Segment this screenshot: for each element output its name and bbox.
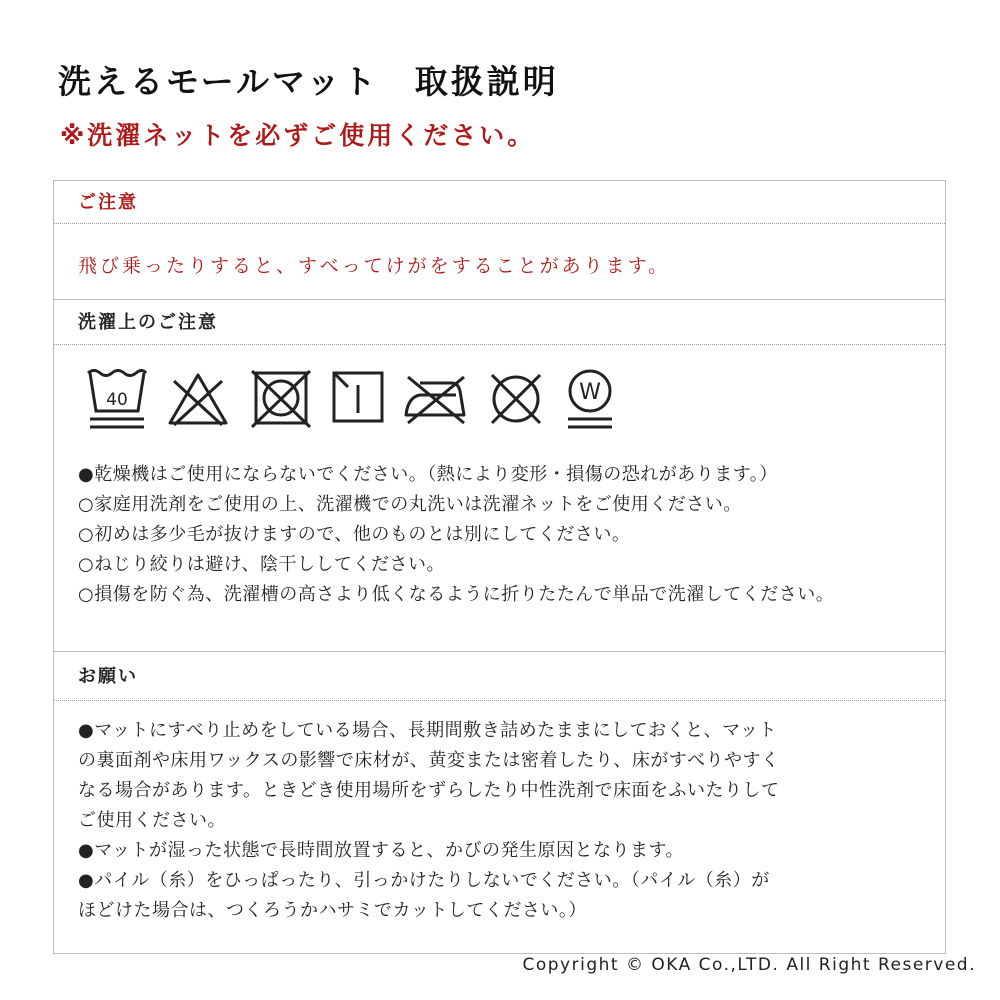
request-heading-text: お願い [78, 666, 138, 687]
list-item: ○損傷を防ぐ為、洗濯槽の高さより低くなるように折りたたんで単品で洗濯してください。 [78, 584, 835, 605]
request-notes [78, 716, 780, 926]
no-iron-icon [402, 367, 470, 431]
copyright-notice: Copyright © OKA Co.,LTD. All Right Reserved. [522, 955, 976, 975]
page-title: 洗えるモールマット 取扱説明 [58, 62, 559, 101]
list-item: ●乾燥機はご使用にならないでください。（熱により変形・損傷の恐れがあります。） [78, 464, 778, 485]
caution-text: 飛び乗ったりすると、すべってけがをすることがあります。 [78, 255, 671, 277]
washing-heading-text: 洗濯上のご注意 [78, 312, 218, 333]
list-item: ○家庭用洗剤をご使用の上、洗濯機での丸洗いは洗濯ネットをご使用ください。 [78, 494, 742, 515]
list-item: なる場合があります。ときどき使用場所をずらしたり中性洗剤で床面をふいたりして [78, 780, 780, 801]
list-item: ほどけた場合は、つくろうかハサミでカットしてください。） [78, 900, 587, 921]
no-bleach-icon [166, 367, 230, 431]
no-dry-clean-icon [484, 367, 548, 431]
list-item: の裏面剤や床用ワックスの影響で床材が、黄変または密着したり、床がすべりやすく [78, 750, 780, 771]
no-tumble-dry-icon [248, 367, 312, 431]
list-item: ○初めは多少毛が抜けますので、他のものとは別にしてください。 [78, 524, 631, 545]
instruction-box [53, 180, 946, 954]
washing-notes [78, 460, 834, 610]
washing-heading [54, 300, 945, 345]
caution-heading [54, 181, 945, 224]
caution-heading-text: ご注意 [78, 192, 138, 213]
request-heading [54, 652, 945, 701]
list-item: ●パイル（糸）をひっぱったり、引っかけたりしないでください。（パイル（糸）が [78, 870, 770, 891]
list-item: ○ねじり絞りは避け、陰干ししてください。 [78, 554, 445, 575]
list-item: ●マットが湿った状態で長時間放置すると、かびの発生原因となります。 [78, 840, 685, 861]
list-item: ●マットにすべり止めをしている場合、長期間敷き詰めたままにしておくと、マット [78, 720, 777, 741]
wash-tub-40-icon [84, 367, 148, 431]
wet-clean-label: W [579, 380, 601, 405]
wet-clean-icon [560, 367, 624, 431]
list-item: ご使用ください。 [78, 810, 226, 831]
line-dry-shade-icon [328, 367, 392, 431]
net-warning-subtitle: ※洗濯ネットを必ずご使用ください。 [60, 121, 536, 150]
wash-temperature-label: 40 [106, 390, 128, 410]
